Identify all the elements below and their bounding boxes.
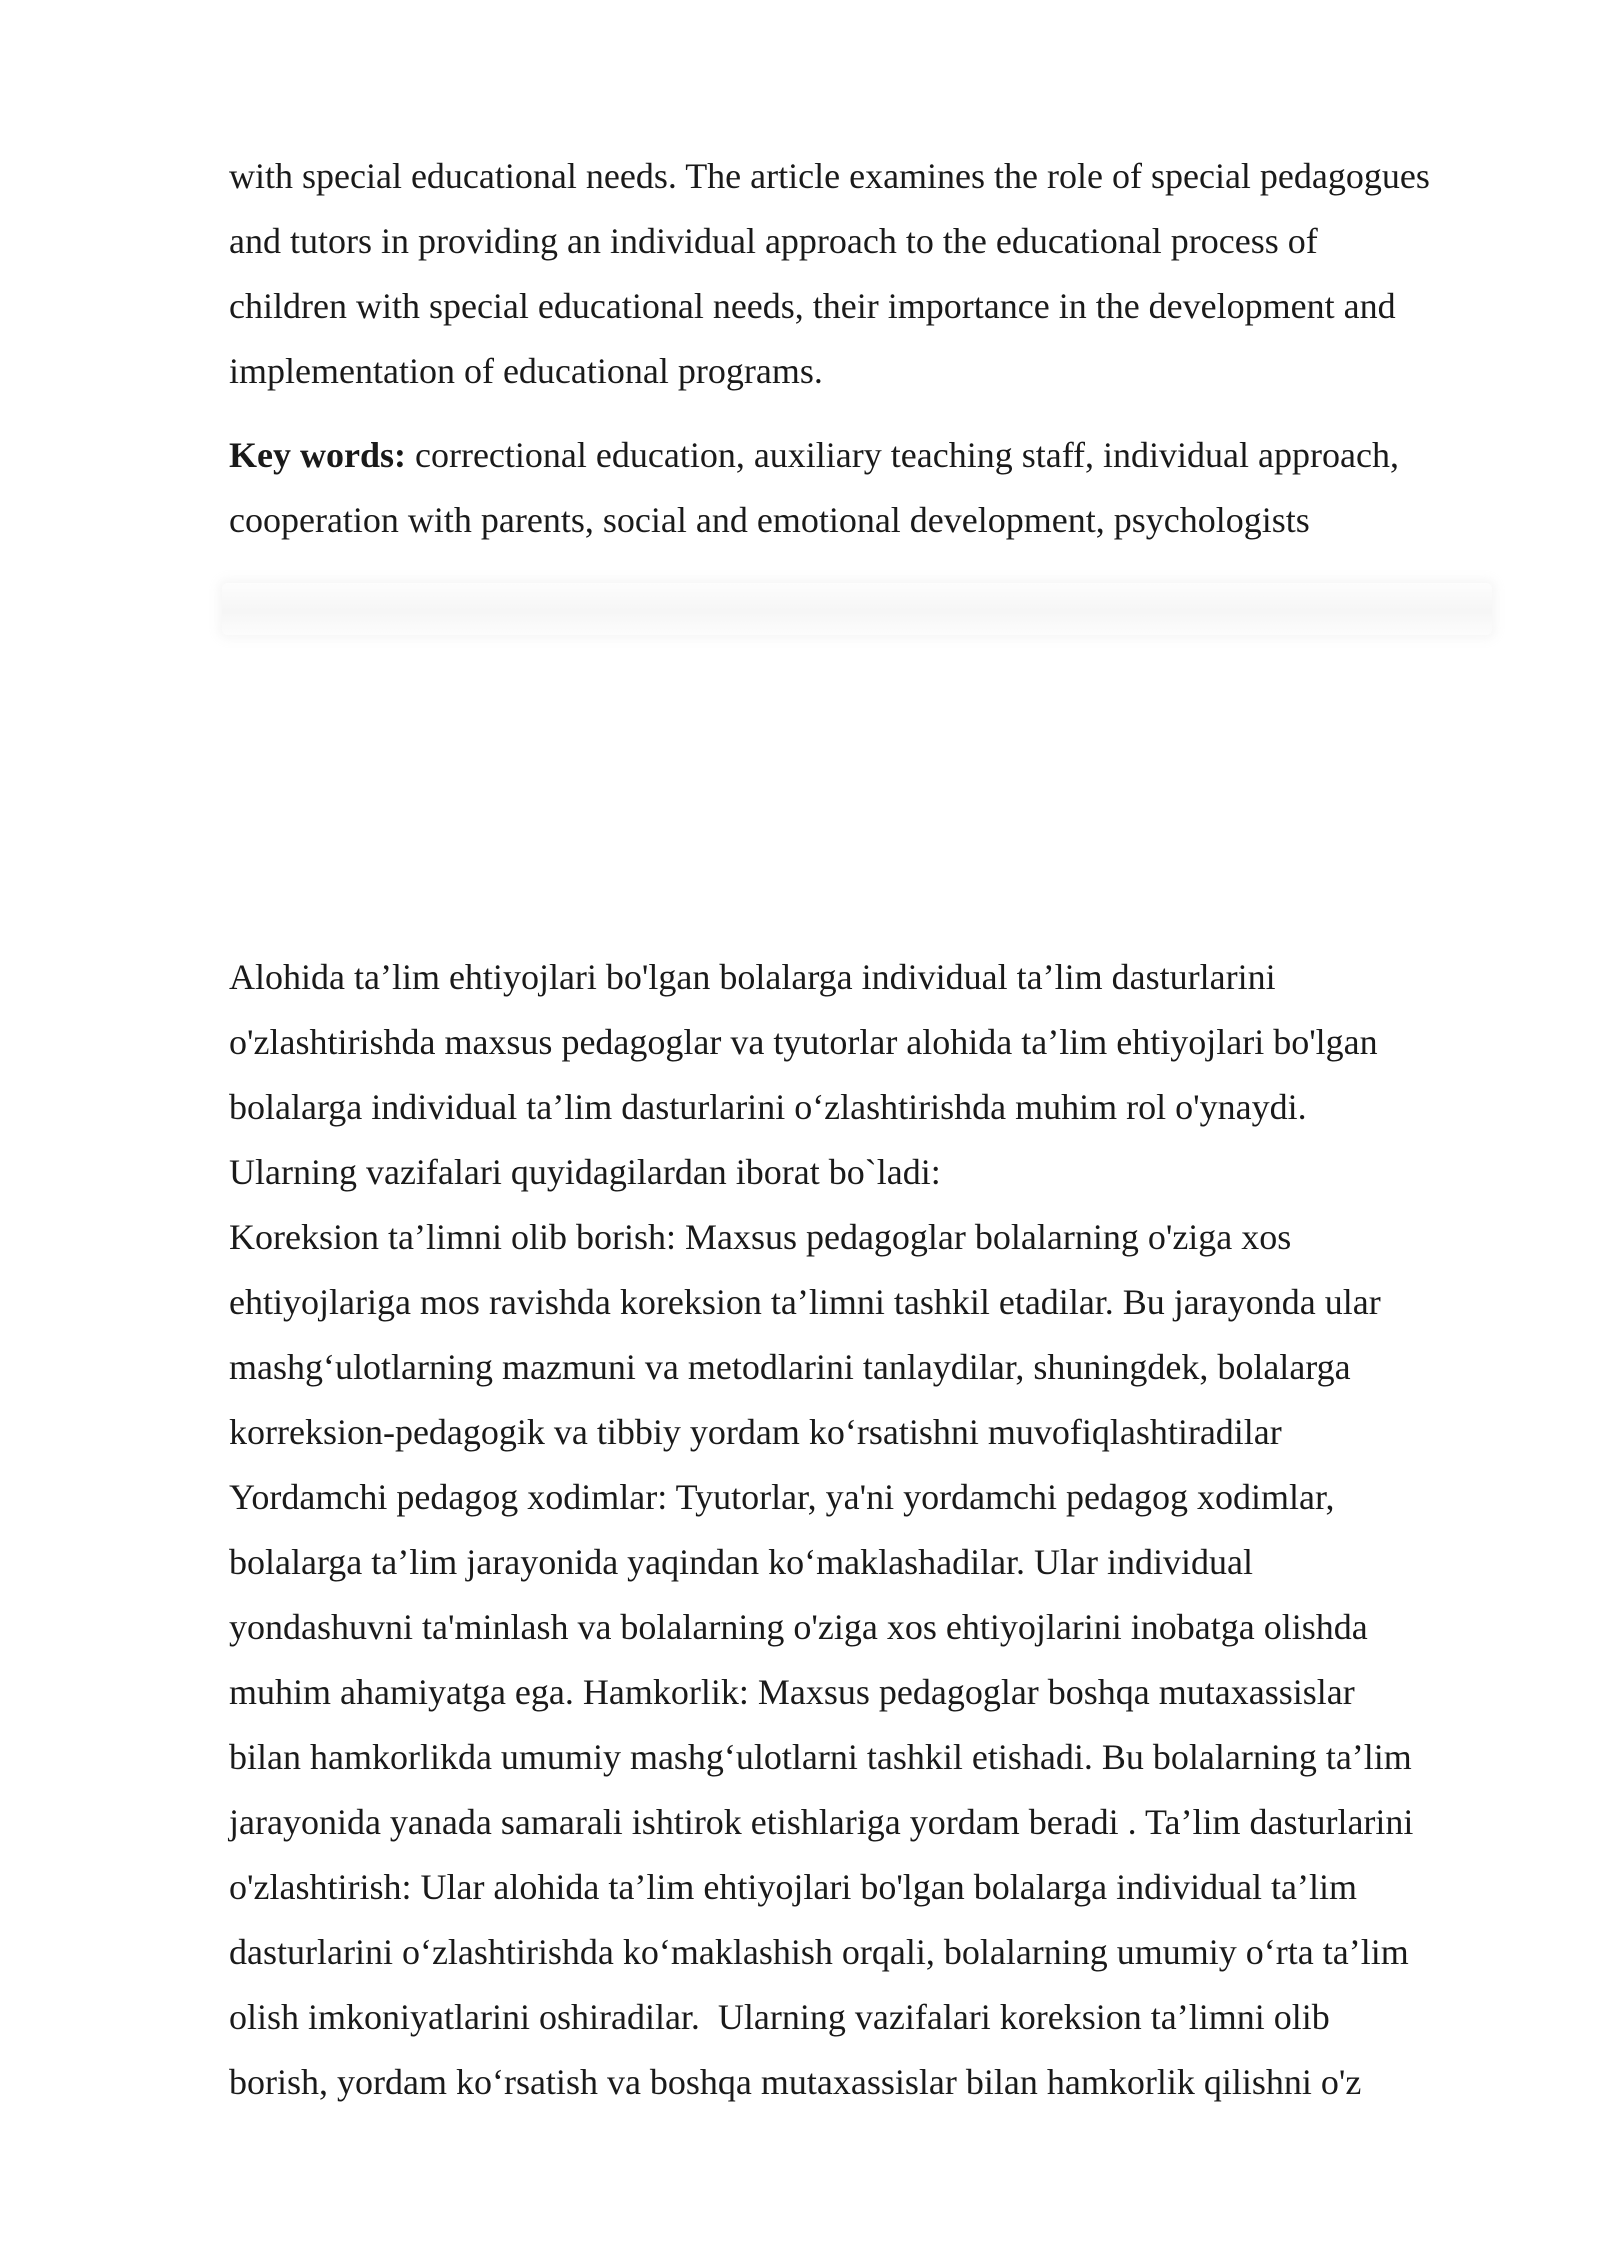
- body-line: bolalarga ta’lim jarayonida yaqindan ko‘maklashadilar. Ular individual: [229, 1542, 1254, 1582]
- keywords-line: [229, 423, 1509, 488]
- body-line: korreksion-pedagogik va tibbiy yordam ko‘rsatishni muvofiqlashtiradilar: [229, 1412, 1282, 1452]
- body-line: dasturlarini o‘zlashtirishda ko‘maklashish orqali, bolalarning umumiy o‘rta ta’lim: [229, 1932, 1409, 1972]
- body-line: Alohida ta’lim ehtiyojlari bo'lgan bolalarga individual ta’lim dasturlarini: [229, 957, 1276, 997]
- body-line: o'zlashtirish: Ular alohida ta’lim ehtiyojlari bo'lgan bolalarga individual ta’lim: [229, 1867, 1358, 1907]
- abstract-line: with special educational needs. The article examines the role of special pedagogues: [229, 156, 1430, 196]
- body-paragraph: [229, 945, 1509, 2115]
- body-line: yondashuvni ta'minlash va bolalarning o'ziga xos ehtiyojlarini inobatga olishda: [229, 1607, 1368, 1647]
- body-line: bilan hamkorlikda umumiy mashg‘ulotlarni tashkil etishadi. Bu bolalarning ta’lim: [229, 1737, 1412, 1777]
- body-line: borish, yordam ko‘rsatish va boshqa mutaxassislar bilan hamkorlik qilishni o'z: [229, 2062, 1362, 2102]
- body-line: Ularning vazifalari quyidagilardan iborat bo`ladi:: [229, 1152, 941, 1192]
- body-line: jarayonida yanada samarali ishtirok etishlariga yordam beradi . Ta’lim dasturlarini: [229, 1802, 1414, 1842]
- body-line: ehtiyojlariga mos ravishda koreksion ta’limni tashkil etadilar. Bu jarayonda ular: [229, 1282, 1381, 1322]
- body-line: Koreksion ta’limni olib borish: Maxsus pedagoglar bolalarning o'ziga xos: [229, 1217, 1292, 1257]
- keywords-text: correctional education, auxiliary teaching staff, individual approach,: [405, 435, 1399, 475]
- body-line: muhim ahamiyatga ega. Hamkorlik: Maxsus pedagoglar boshqa mutaxassislar: [229, 1672, 1355, 1712]
- body-line: olish imkoniyatlarini oshiradilar. Ularning vazifalari koreksion ta’limni olib: [229, 1997, 1330, 2037]
- keywords-line: cooperation with parents, social and emotional development, psychologists: [229, 500, 1310, 540]
- body-line: Yordamchi pedagog xodimlar: Tyutorlar, ya'ni yordamchi pedagog xodimlar,: [229, 1477, 1335, 1517]
- body-line: mashg‘ulotlarning mazmuni va metodlarini tanlaydilar, shuningdek, bolalarga: [229, 1347, 1351, 1387]
- abstract-line: and tutors in providing an individual approach to the educational process of: [229, 221, 1318, 261]
- abstract-line: implementation of educational programs.: [229, 351, 823, 391]
- keywords-paragraph: [229, 423, 1509, 553]
- abstract-paragraph: [229, 144, 1509, 404]
- keywords-label: Key words:: [229, 435, 406, 475]
- body-line: bolalarga individual ta’lim dasturlarini o‘zlashtirishda muhim rol o'ynaydi.: [229, 1087, 1307, 1127]
- body-line: o'zlashtirishda maxsus pedagoglar va tyutorlar alohida ta’lim ehtiyojlari bo'lgan: [229, 1022, 1378, 1062]
- shaded-separator-band: [222, 583, 1492, 635]
- abstract-line: children with special educational needs, their importance in the development and: [229, 286, 1396, 326]
